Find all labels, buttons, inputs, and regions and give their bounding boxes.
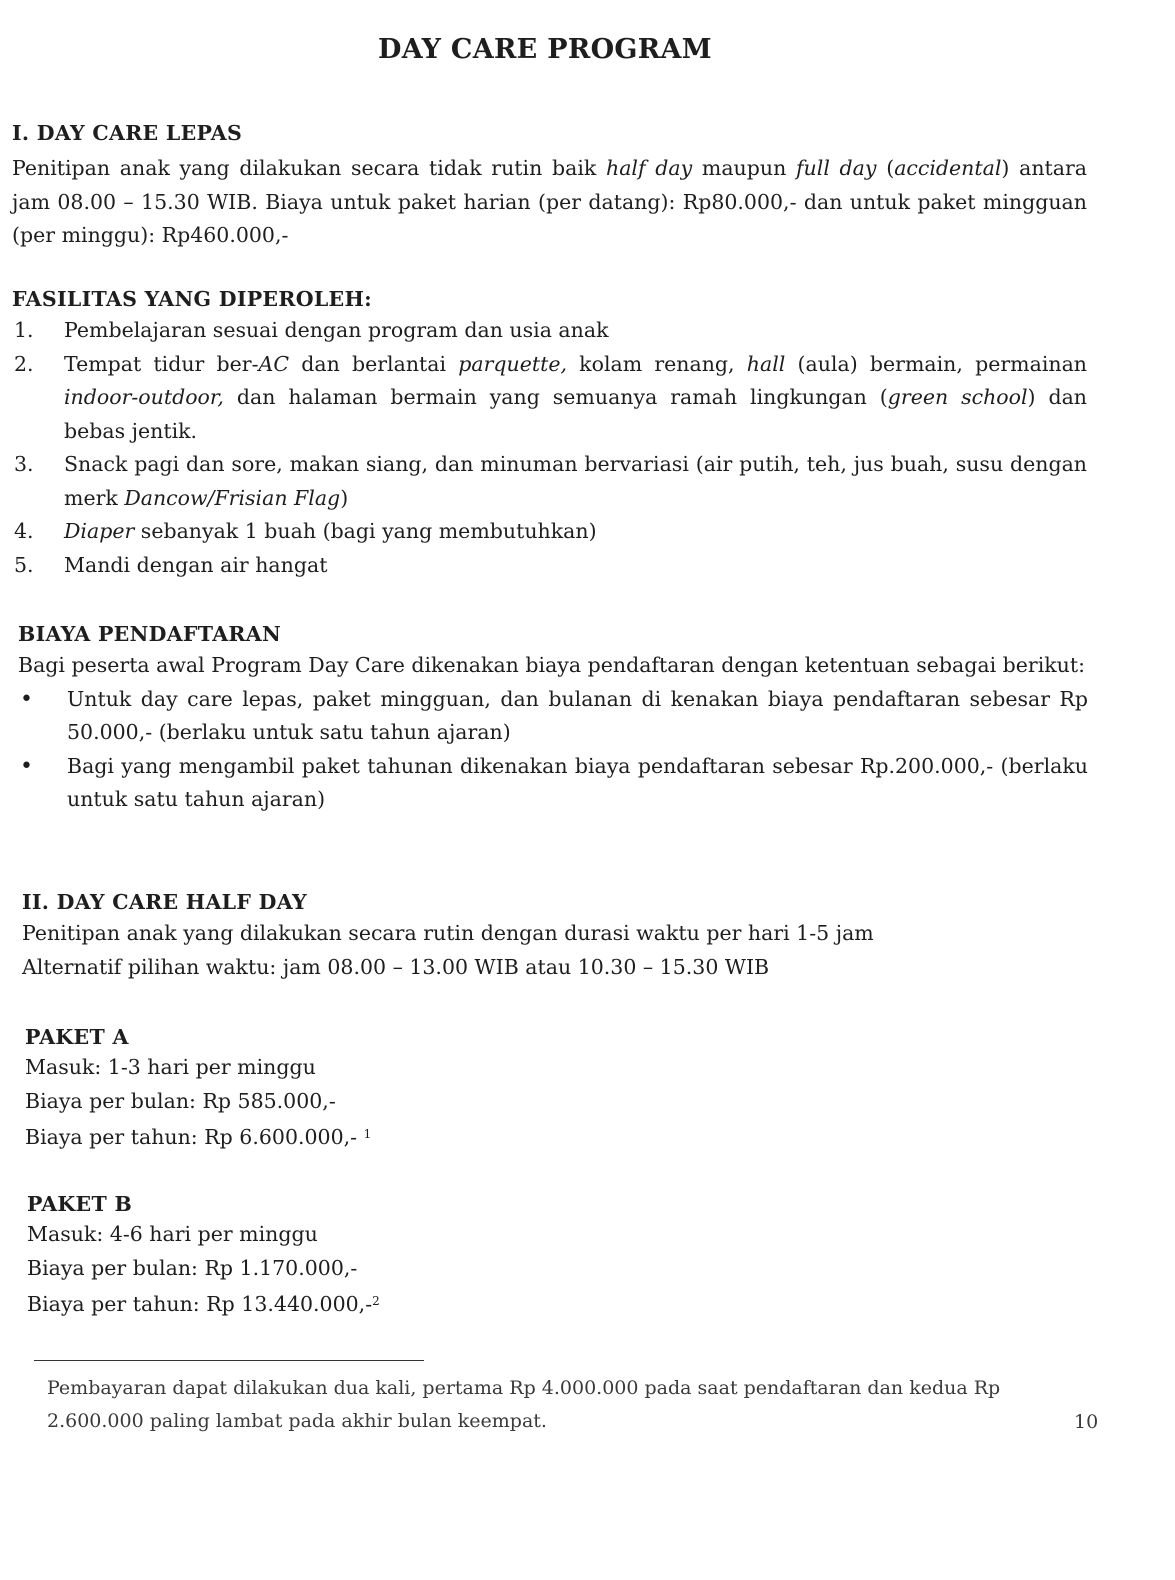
- list-item: • Untuk day care lepas, paket mingguan, dan bulanan di kenakan biaya pendaftaran sebesar Rp 50.000,- (berlaku untuk satu tahun ajaran): [18, 683, 1088, 750]
- list-item: 3. Snack pagi dan sore, makan siang, dan minuman bervariasi (air putih, teh, jus buah, susu dengan merk Dancow/Frisian Flag): [14, 452, 1087, 510]
- footnote-divider: [34, 1360, 424, 1361]
- page-number: 10: [1074, 1411, 1099, 1433]
- paket-detail: Biaya per tahun: Rp 6.600.000,- $^1$: [25, 1125, 372, 1149]
- paket-detail: Biaya per bulan: Rp 585.000,-: [25, 1088, 336, 1113]
- section-line: Alternatif pilihan waktu: jam 08.00 – 13.00 WIB atau 10.30 – 15.30 WIB: [22, 954, 770, 979]
- paket-b: [27, 1192, 1102, 1322]
- paket-detail: Biaya per bulan: Rp 1.170.000,-: [27, 1255, 358, 1280]
- paket-detail: Masuk: 1-3 hari per minggu: [25, 1055, 316, 1079]
- registration-section: [18, 622, 1088, 817]
- section-description: Penitipan anak yang dilakukan secara tidak rutin baik half day maupun full day (accidental) antara jam 08.00 – 15.30 WIB. Biaya untuk paket harian (per datang): Rp80.000,- dan untuk paket mingguan (per minggu): Rp460.000,-: [12, 156, 1087, 247]
- footnote-text: Pembayaran dapat dilakukan dua kali, pertama Rp 4.000.000 pada saat pendaftaran dan kedua Rp 2.600.000 paling lambat pada akhir bulan keempat.: [47, 1377, 1001, 1432]
- paket-a: [25, 1025, 1100, 1155]
- registration-heading: BIAYA PENDAFTARAN: [18, 622, 282, 646]
- section-half-day: [22, 890, 1097, 984]
- section-heading: I. DAY CARE LEPAS: [12, 121, 243, 145]
- facilities-heading: FASILITAS YANG DIPEROLEH:: [12, 287, 373, 311]
- section-heading: II. DAY CARE HALF DAY: [22, 890, 307, 914]
- section-line: Penitipan anak yang dilakukan secara rutin dengan durasi waktu per hari 1-5 jam: [22, 921, 874, 945]
- list-item: 5. Mandi dengan air hangat: [14, 552, 328, 577]
- paket-detail: Masuk: 4-6 hari per minggu: [27, 1222, 318, 1246]
- paket-detail: Biaya per tahun: Rp 13.440.000,-$^2$: [27, 1292, 380, 1316]
- bullet-icon: •: [20, 753, 33, 779]
- registration-list: [18, 683, 1088, 817]
- bullet-icon: •: [20, 686, 33, 712]
- list-item: 2. Tempat tidur ber-AC dan berlantai parquette, kolam renang, hall (aula) bermain, permainan indoor-outdoor, dan halaman bermain yang semuanya ramah lingkungan (green school) dan bebas jentik.: [14, 351, 1087, 443]
- list-item: • Bagi yang mengambil paket tahunan dikenakan biaya pendaftaran sebesar Rp.200.000,- (berlaku untuk satu tahun ajaran): [18, 750, 1088, 817]
- list-item: 1. Pembelajaran sesuai dengan program dan usia anak: [14, 318, 609, 342]
- facilities-section: [12, 287, 1087, 582]
- section-day-care-lepas: [12, 121, 1087, 253]
- page-title: DAY CARE PROGRAM: [378, 34, 712, 65]
- registration-intro: Bagi peserta awal Program Day Care dikenakan biaya pendaftaran dengan ketentuan sebagai berikut:: [18, 653, 1086, 677]
- footnote-ref: 2: [372, 1294, 380, 1308]
- list-item: 4. Diaper sebanyak 1 buah (bagi yang membutuhkan): [14, 519, 597, 543]
- paket-heading: PAKET A: [25, 1025, 129, 1049]
- facilities-list: [12, 314, 1087, 582]
- paket-heading: PAKET B: [27, 1192, 133, 1216]
- footnote-ref: 1: [363, 1127, 372, 1141]
